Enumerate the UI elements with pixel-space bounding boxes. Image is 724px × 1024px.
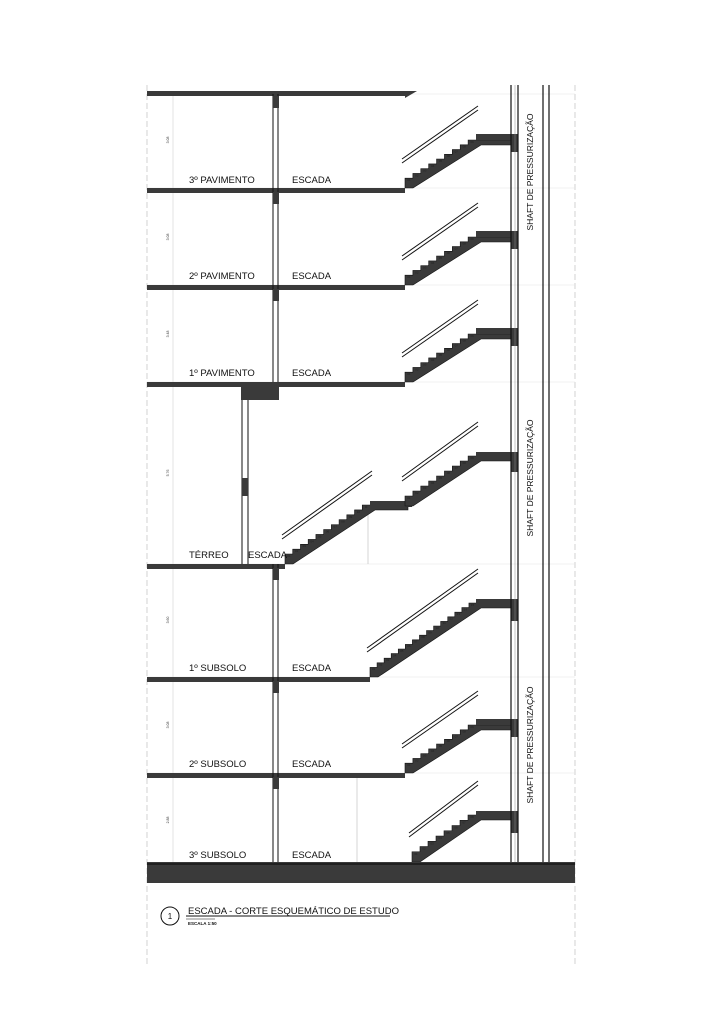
space-label: ESCADA: [292, 175, 332, 186]
roof-slab-edge: [405, 91, 417, 98]
floor-level-label: 2º PAVIMENTO: [189, 271, 255, 282]
step-number: 15: [470, 602, 475, 607]
step-number: 05: [438, 743, 443, 748]
step-number: 01: [407, 178, 411, 183]
roof-slab: [147, 91, 405, 96]
column-cap: [273, 681, 279, 693]
column-cap: [273, 777, 279, 789]
stair-flights: [282, 106, 518, 862]
space-label: ESCADA: [292, 850, 332, 861]
step-number: 11: [442, 621, 446, 626]
floor-level-label: 1º PAVIMENTO: [189, 368, 255, 379]
step-number: 08: [462, 144, 466, 149]
section-number: 1: [167, 912, 173, 921]
shaft-label: SHAFT DE PRESSURIZAÇÃO: [525, 686, 535, 804]
step-number: 07: [454, 343, 458, 348]
floor-level-label: 3º SUBSOLO: [189, 850, 247, 861]
step-number: 08: [341, 519, 345, 524]
step-number: 03: [430, 841, 434, 846]
step-number: 11: [364, 504, 368, 509]
floor-height-dimension: 3.48: [166, 330, 170, 338]
step-number: 04: [430, 481, 435, 485]
floor-height-dimension: 2.88: [166, 816, 170, 824]
step-number: 08: [470, 815, 474, 820]
step-number: 07: [454, 466, 458, 470]
step-number: 01: [287, 554, 291, 559]
step-number: 10: [356, 509, 361, 514]
step-number: 07: [333, 524, 337, 529]
step-number: 07: [462, 820, 466, 825]
floor-slab: [147, 677, 370, 682]
landing-beam: [511, 811, 518, 833]
step-number: 03: [423, 753, 427, 758]
floor-height-dimension: 3.08: [166, 233, 170, 241]
column-cap: [273, 192, 279, 204]
step-number: 06: [446, 251, 451, 256]
step-number: 06: [446, 739, 451, 744]
step-number: 02: [378, 662, 383, 667]
shaft-label: SHAFT DE PRESSURIZAÇÃO: [525, 419, 535, 537]
step-number: 05: [438, 352, 443, 357]
step-number: 01: [407, 372, 411, 377]
step-number: 08: [462, 461, 466, 465]
stair-flight: [405, 140, 514, 188]
space-label: ESCADA: [292, 759, 332, 770]
step-number: 04: [393, 653, 397, 658]
landing-beam: [511, 452, 518, 472]
step-number: 02: [415, 270, 419, 275]
step-number: 06: [325, 529, 330, 534]
drawing-title-block: [161, 906, 399, 926]
step-number: 12: [449, 616, 453, 621]
foundation-slab: [147, 862, 575, 883]
step-number: 02: [415, 367, 419, 372]
step-number: 07: [454, 246, 458, 251]
column-cap: [273, 96, 279, 108]
step-number: 02: [415, 173, 419, 178]
step-number: 05: [400, 648, 404, 653]
step-number: 03: [423, 486, 427, 490]
step-number: 01: [407, 763, 411, 768]
step-number: 06: [446, 154, 451, 159]
drawing-title: ESCADA - CORTE ESQUEMÁTICO DE ESTUDO: [188, 906, 399, 917]
floor-level-label: 1º SUBSOLO: [189, 663, 247, 674]
step-number: 06: [407, 644, 411, 649]
step-number: 03: [423, 168, 427, 173]
step-number: 10: [435, 625, 439, 630]
step-number: 08: [462, 241, 466, 246]
terreo-wall-block: [242, 478, 248, 496]
stair-flight: [405, 725, 514, 773]
handrail: [402, 426, 478, 481]
space-label: ESCADA: [292, 271, 332, 282]
landing-beam: [511, 231, 518, 249]
pressurization-shaft: [511, 85, 549, 862]
step-number: 06: [446, 348, 451, 353]
floor-labels: [166, 137, 332, 861]
step-number: 02: [415, 491, 419, 495]
step-number: 04: [430, 748, 435, 753]
column-cap: [273, 289, 279, 301]
step-number: 01: [407, 496, 411, 500]
step-number: 05: [446, 830, 450, 835]
floor-height-dimension: 3.60: [166, 616, 170, 624]
step-number: 09: [428, 630, 432, 635]
step-number: 09: [470, 139, 474, 144]
step-number: 09: [470, 456, 474, 460]
step-number: 01: [371, 667, 376, 672]
space-label: ESCADA: [292, 663, 332, 674]
handrail: [402, 207, 478, 260]
landing-beam: [511, 719, 518, 737]
step-number: 03: [423, 362, 427, 367]
step-number: 03: [302, 544, 306, 549]
stair-flight: [285, 505, 408, 564]
step-number: 01: [407, 275, 411, 280]
step-number: 04: [430, 163, 435, 168]
step-number: 05: [438, 476, 443, 480]
step-number: 09: [349, 514, 353, 519]
landing-beam: [511, 134, 518, 152]
floor-level-label: TÉRREO: [189, 550, 229, 561]
step-number: 08: [421, 634, 425, 639]
step-number: 05: [438, 255, 443, 260]
step-number: 14: [463, 607, 468, 612]
floor-slab: [147, 564, 285, 569]
handrail: [402, 304, 478, 357]
step-number: 01: [414, 851, 418, 856]
floor-height-dimension: 3.08: [166, 721, 170, 729]
space-label: ESCADA: [248, 550, 288, 561]
step-number: 04: [430, 357, 435, 362]
step-number: 08: [462, 729, 466, 734]
column-cap: [273, 568, 279, 580]
space-label: ESCADA: [292, 368, 332, 379]
floor-height-dimension: 3.08: [166, 136, 170, 144]
step-number: 06: [446, 471, 451, 475]
step-number: 02: [415, 758, 419, 763]
step-number: 05: [438, 158, 443, 163]
transfer-beam: [241, 386, 279, 400]
shaft-label: SHAFT DE PRESSURIZAÇÃO: [525, 113, 535, 231]
floor-level-label: 3º PAVIMENTO: [189, 175, 255, 186]
landing-beam: [511, 599, 518, 621]
step-number: 13: [456, 611, 461, 616]
step-number: 03: [423, 265, 427, 270]
handrail: [282, 471, 372, 535]
step-number: 02: [422, 846, 426, 851]
walls: [241, 94, 279, 862]
step-number: 02: [294, 549, 299, 554]
step-number: 05: [318, 534, 322, 539]
step-number: 07: [454, 734, 458, 739]
stair-flight: [405, 237, 514, 285]
step-number: 09: [470, 333, 474, 338]
drawing-scale: ESCALA 1:50: [188, 921, 217, 926]
landing-beam: [511, 328, 518, 346]
step-number: 07: [414, 639, 418, 644]
handrail: [402, 110, 478, 163]
handrail: [402, 695, 478, 748]
step-number: 07: [454, 149, 458, 154]
stair-flight: [405, 334, 514, 382]
floor-level-label: 2º SUBSOLO: [189, 759, 247, 770]
stair-flight: [370, 603, 514, 677]
step-number: 06: [454, 825, 458, 830]
step-number: 09: [470, 236, 474, 241]
step-number: 04: [430, 260, 435, 265]
step-number: 03: [385, 657, 390, 662]
step-number: 09: [470, 724, 474, 729]
step-number: 04: [310, 539, 314, 544]
step-number: 04: [438, 836, 442, 841]
floor-height-dimension: 5.76: [166, 469, 170, 477]
step-number: 08: [462, 338, 466, 343]
